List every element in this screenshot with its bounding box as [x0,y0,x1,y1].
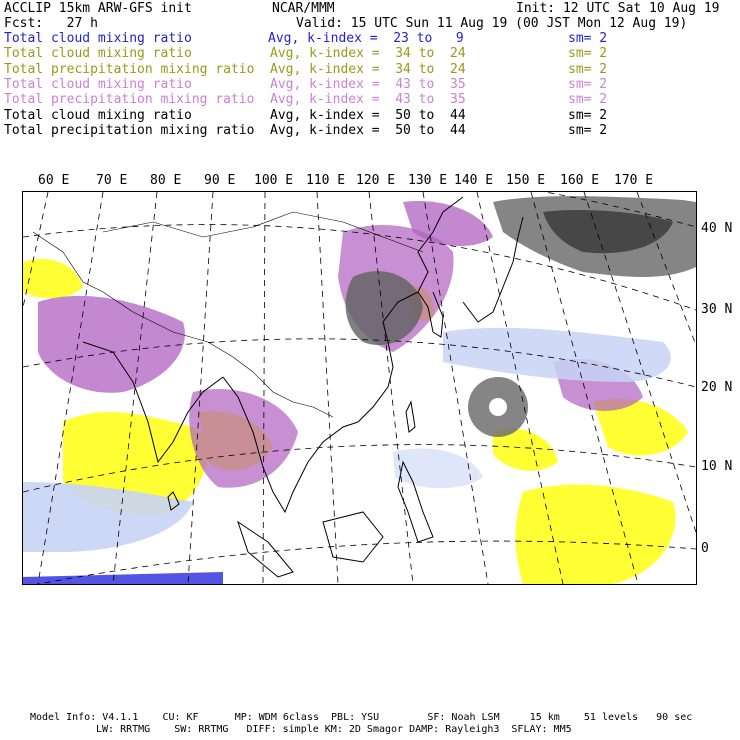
mid-cloud-west [23,259,83,298]
legend-k-index-range: Avg, k-index = 34 to 24 [270,46,466,62]
longitude-label: 90 E [204,173,236,188]
coastline-taiwan [406,402,415,432]
coastline-sumatra [238,522,293,577]
longitude-label: 160 E [560,173,600,188]
latitude-label: 20 N [701,380,733,395]
high-cloud-india [38,296,185,393]
legend-field-label: Total precipitation mixing ratio [4,92,255,108]
legend-field-label: Total cloud mixing ratio [4,107,192,123]
typhoon-core [489,398,507,416]
model-info-line2: LW: RRTMG SW: RRTMG DIFF: simple KM: 2D Smagor DAMP: Rayleigh3 SFLAY: MM5 [96,724,572,735]
legend-field-label: Total precipitation mixing ratio [4,61,255,77]
legend-field-label: Total precipitation mixing ratio [4,122,255,138]
longitude-label: 110 E [306,173,346,188]
legend-smoothing: sm= 2 [568,31,608,46]
map-canvas [23,192,696,584]
legend-smoothing: sm= 2 [568,107,608,123]
legend-smoothing: sm= 2 [568,92,608,108]
longitude-label: 130 E [408,173,448,188]
latitude-label: 0 [701,541,709,556]
longitude-label: 150 E [506,173,546,188]
legend-k-index-range: Avg, k-index = 34 to 24 [270,61,466,77]
legend-field-label: Total cloud mixing ratio [4,46,192,62]
longitude-label: 120 E [356,173,396,188]
longitude-label: 80 E [150,173,182,188]
legend-smoothing: sm= 2 [568,61,608,77]
legend-k-index-range: Avg, k-index = 43 to 35 [270,92,466,108]
meridian-100e [263,192,265,584]
legend-smoothing: sm= 2 [568,46,608,62]
legend-k-index-range: Avg, k-index = 23 to 9 [268,31,464,46]
map-panel [22,191,697,585]
legend-field-label: Total cloud mixing ratio [4,76,192,92]
valid-time: Valid: 15 UTC Sun 11 Aug 19 (00 JST Mon 12 Aug 19) [296,16,688,31]
legend-smoothing: sm= 2 [568,76,608,92]
latitude-label: 10 N [701,459,733,474]
longitude-label: 140 E [454,173,494,188]
model-info-line1: Model Info: V4.1.1 CU: KF MP: WDM 6class PBL: YSU SF: Noah LSM 15 km 51 levels 90 sec [30,712,693,723]
low-cloud-pacific [443,328,671,382]
init-time: Init: 12 UTC Sat 10 Aug 19 [516,1,720,16]
longitude-label: 60 E [38,173,70,188]
low-cloud-equator [23,572,223,584]
latitude-label: 40 N [701,221,733,236]
high-cloud-indochina [189,389,298,488]
legend-k-index-range: Avg, k-index = 50 to 44 [270,107,466,123]
center-label: NCAR/MMM [272,1,335,16]
latitude-label: 30 N [701,302,733,317]
legend-k-index-range: Avg, k-index = 43 to 35 [270,76,466,92]
map-title: ACCLIP 15km ARW-GFS init [4,1,192,16]
longitude-label: 100 E [254,173,294,188]
meridian-110e [317,192,338,584]
legend-field-label: Total cloud mixing ratio [4,31,192,46]
longitude-label: 170 E [614,173,654,188]
mid-cloud-pacific-south [516,485,676,584]
forecast-hour: Fcst: 27 h [4,16,98,31]
meridian-90e [188,192,213,584]
legend-smoothing: sm= 2 [568,122,608,138]
legend-k-index-range: Avg, k-index = 50 to 44 [270,122,466,138]
longitude-label: 70 E [96,173,128,188]
cloud-shading [23,196,696,584]
coastline-borneo [323,512,383,562]
